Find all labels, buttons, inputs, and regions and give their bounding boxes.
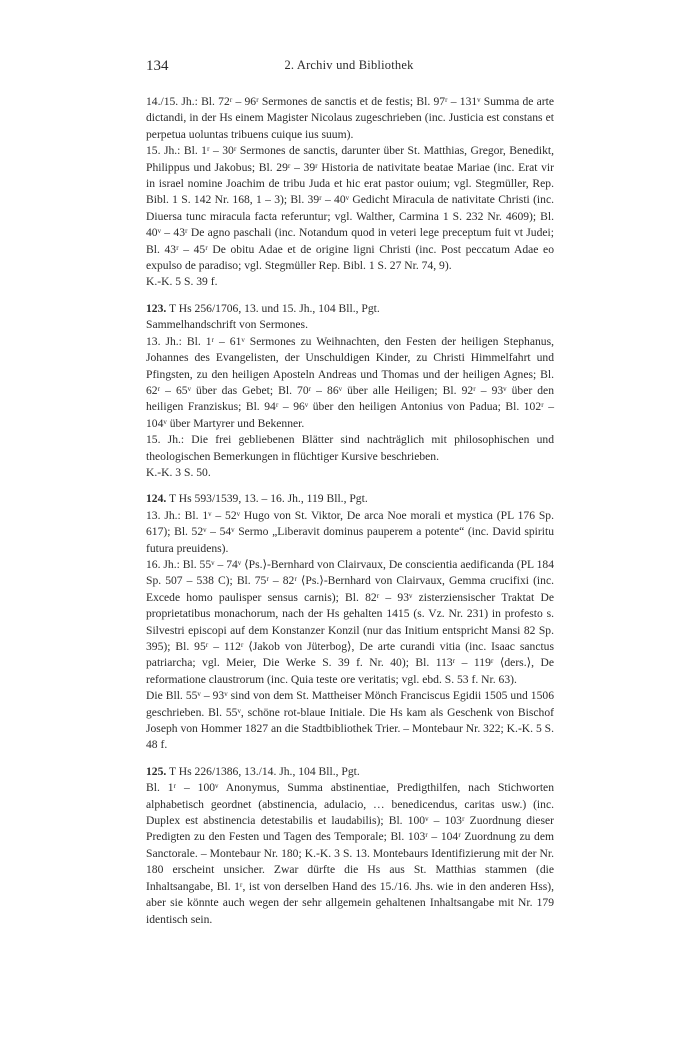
catalog-entry-124 [146,491,554,754]
entry-shelfmark: T Hs 256/1706, 13. und 15. Jh., 104 Bll., Pgt. [169,301,380,315]
entry-shelfmark: T Hs 593/1539, 13. – 16. Jh., 119 Bll., Pgt. [169,492,368,506]
continuation-block [146,94,554,291]
running-title: 2. Archiv und Bibliothek [284,58,414,72]
paragraph: Die Bll. 55ᵛ – 93ᵛ sind von dem St. Mattheiser Mönch Franciscus Egidii 1505 und 1506 geschrieben. Bl. 55ᵛ, schöne rot-blaue Initiale. Die Hs kam als Geschenk von Bischof Joseph von Hommer 1827 an die Stadtbibliothek Trier. – Montebaur Nr. 322; K.-K. 5 S. 48 f. [146,689,555,752]
reference: K.-K. 5 S. 39 f. [146,275,218,289]
paragraph: Sammelhandschrift von Sermones. [146,318,308,332]
paragraph: 14./15. Jh.: Bl. 72ʳ – 96ʳ Sermones de sanctis et de festis; Bl. 97ʳ – 131ᵛ Summa de arte dictandi, in der Hs einem Magister Nicolaus zugeschrieben (inc. Justicia est constans et perpetua uoluntas tribuens cuique ius suum). [146,95,554,141]
paragraph: Bl. 1ʳ – 100ᵛ Anonymus, Summa abstinentiae, Predigthilfen, nach Stichworten alphabetisch geordnet (abstinencia, adulacio, … benedicendus, caritas usw.) (inc. Duplex est abstinencia detestabilis et laudabilis); Bl. 100ᵛ – 103ʳ Zuordnung dieser Predigten zu den Festen und Tagen des Temporale; Bl. 103ʳ – 104ʳ Zuordnung zu dem Sanctorale. – Montebaur Nr. 180; K.-K. 3 S. 13. Montebaurs Identifizierung mit der Nr. 180 erscheint unsicher. Zwar dürfte die Hs aus St. Matthias stammen (die Inhaltsangabe, Bl. 1ʳ, ist von derselben Hand des 15./16. Jhs. wie in den anderen Hss), aber sie könnte auch wegen der sehr allgemein gehaltenen Inhaltsangabe mit Nr. 179 identisch sein. [146,781,554,926]
entry-number: 123. [146,301,167,315]
paragraph: 16. Jh.: Bl. 55ᵛ – 74ᵛ ⟨Ps.⟩-Bernhard von Clairvaux, De conscientia aedificanda (PL 184 Sp. 507 – 538 C); Bl. 75ʳ – 82ʳ ⟨Ps.⟩-Bernhard von Clairvaux, Gemma crucifixi (inc. Excede homo paulisper sensus carnis); Bl. 82ʳ – 93ᵛ zisterziensischer Traktat De proprietatibus monachorum, nach der Hs gehalten 1415 (s. Vz. Nr. 231) in profesto s. Silvestri episcopi auf dem Konstanzer Konzil (nur das Initium entspricht Mansi 82 Sp. 395); Bl. 95ʳ – 112ʳ ⟨Jakob von Jüterbog⟩, De arte curandi vitia (inc. Isaac sanctus patriarcha; vgl. Meier, Die Werke S. 39 f. Nr. 40); Bl. 113ʳ – 119ʳ ⟨ders.⟩, De reformatione claustrorum (inc. Quia teste ore veritatis; vgl. ebd. S. 53 f. Nr. 63). [146,557,554,686]
page-content [146,94,554,928]
entry-heading [146,301,554,317]
entry-shelfmark: T Hs 226/1386, 13./14. Jh., 104 Bll., Pgt. [169,764,360,778]
catalog-entry-123 [146,301,554,481]
entry-number: 125. [146,764,167,778]
paragraph: 15. Jh.: Bl. 1ʳ – 30ʳ Sermones de sanctis, darunter über St. Matthias, Gregor, Benedikt, Philippus und Jakobus; Bl. 29ʳ – 39ʳ Historia de nativitate beatae Mariae (inc. Erat vir in israel nomine Joachim de tribu Juda et hic erat pastor ouium; vgl. Stegmüller, Rep. Bibl. 1 S. 142 Nr. 168, 1 – 3); Bl. 39ʳ – 40ᵛ Gedicht Miracula de nativitate Christi (inc. Diuersa tunc miracula facta referuntur; vgl. Walther, Carmina 1 S. 232 Nr. 4609); Bl. 40ᵛ – 43ʳ De agno paschali (inc. Notandum quod in veteri lege preceptum fuit vt Judei; Bl. 43ʳ – 45ʳ De obitu Adae et de origine ligni Christi (inc. Post peccatum Adae eo expulso de paradiso; vgl. Stegmüller Rep. Bibl. 1 S. 27 Nr. 74, 9). [146,144,554,273]
paragraph: 13. Jh.: Bl. 1ᵛ – 52ᵛ Hugo von St. Viktor, De arca Noe morali et mystica (PL 176 Sp. 617); Bl. 52ᵛ – 54ᵛ Sermo „Liberavit dominus pauperem a potente“ (inc. David spiritu futura preuidens). [146,508,554,555]
catalog-entry-125 [146,764,554,928]
entry-number: 124. [146,492,167,506]
page-number: 134 [146,58,169,74]
entry-heading [146,491,554,507]
reference: K.-K. 3 S. 50. [146,465,211,479]
entry-heading [146,764,554,780]
paragraph: 13. Jh.: Bl. 1ʳ – 61ᵛ Sermones zu Weihnachten, den Festen der heiligen Stephanus, Johannes des Evangelisten, der Unschuldigen Kinder, zu Christi Himmelfahrt und Pfingsten, zu den heiligen Aposteln Andreas und Thomas und der heiligen Agnes; Bl. 62ʳ – 65ᵛ über das Gebet; Bl. 70ʳ – 86ᵛ über alle Heiligen; Bl. 92ʳ – 93ᵛ über den heiligen Franziskus; Bl. 94ʳ – 96ᵛ über den heiligen Antonius von Padua; Bl. 102ʳ – 104ᵛ über Martyrer und Bekenner. [146,334,554,430]
page-header [146,58,552,80]
paragraph: 15. Jh.: Die frei gebliebenen Blätter sind nachträglich mit philosophischen und theologischen Bemerkungen in flüchtiger Kursive beschrieben. [146,433,554,463]
